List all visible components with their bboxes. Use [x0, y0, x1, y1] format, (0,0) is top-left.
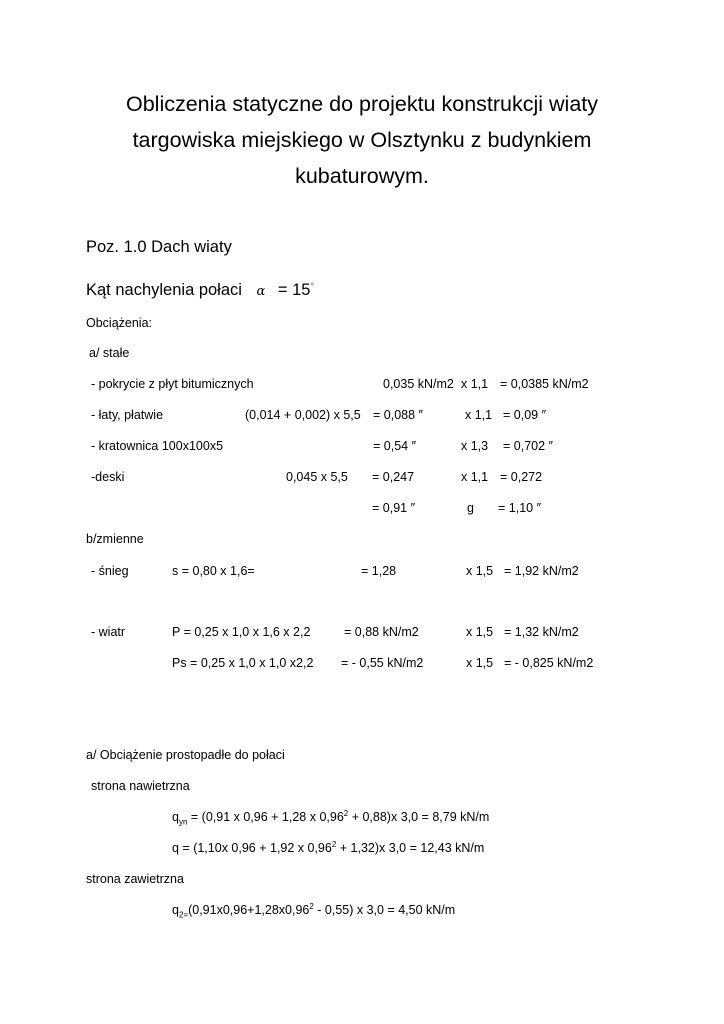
- row-calc: Ps = 0,25 x 1,0 x 1,0 x2,2: [172, 656, 314, 670]
- row-value: = - 0,55 kN/m2: [341, 656, 424, 670]
- row-result: = 0,0385 kN/m2: [500, 377, 589, 391]
- row-result: = 1,92 kN/m2: [504, 564, 579, 578]
- row-result: = 0,702 ″: [503, 439, 553, 453]
- section-heading: Poz. 1.0 Dach wiaty: [86, 238, 232, 256]
- sum-value: = 0,91 ″: [372, 501, 415, 515]
- row-result: = 0,272: [500, 470, 543, 484]
- angle-value: = 15: [277, 281, 311, 299]
- formula-part: = (0,91 x 0,96 + 1,28 x 0,96: [187, 810, 344, 824]
- q-symbol: q: [172, 810, 179, 824]
- formula-part: - 0,55) x 3,0 = 4,50 kN/m: [313, 903, 456, 917]
- row-value: = 0,247: [372, 470, 415, 484]
- row-result: = - 0,825 kN/m2: [504, 656, 594, 670]
- row-name: - śnieg: [91, 564, 129, 578]
- q-subscript: 2=: [178, 910, 189, 920]
- row-factor: x 1,1: [461, 377, 489, 391]
- document-title: [60, 86, 664, 194]
- perpendicular-heading: a/ Obciążenie prostopadłe do połaci: [86, 748, 285, 762]
- formula-q2: [172, 901, 456, 920]
- formula-part: q = (1,10x 0,96 + 1,92 x 0,96: [172, 841, 332, 855]
- row-calc: P = 0,25 x 1,0 x 1,6 x 2,2: [172, 625, 311, 639]
- title-line-1: Obliczenia statyczne do projektu konstrukcji wiaty: [125, 92, 598, 116]
- row-factor: x 1,5: [466, 625, 494, 639]
- exponent: 2: [331, 839, 337, 849]
- row-calc: 0,045 x 5,5: [286, 470, 348, 484]
- row-name: -deski: [91, 470, 125, 484]
- exponent: 2: [309, 901, 314, 911]
- exponent: 2: [343, 808, 349, 818]
- row-value: = 0,54 ″: [373, 439, 416, 453]
- windward-label: strona nawietrzna: [91, 779, 190, 793]
- row-name: - łaty, płatwie: [91, 408, 164, 422]
- row-factor: x 1,5: [466, 564, 494, 578]
- row-factor: x 1,1: [461, 470, 489, 484]
- row-value: 0,035 kN/m2: [383, 377, 454, 391]
- row-factor: x 1,1: [465, 408, 493, 422]
- row-factor: x 1,5: [466, 656, 494, 670]
- formula-qyn: [172, 808, 490, 827]
- row-value: = 0,088 ″: [373, 408, 423, 422]
- formula-part: + 0,88)x 3,0 = 8,79 kN/m: [348, 810, 490, 824]
- degree-symbol: °: [310, 281, 315, 291]
- row-name: - pokrycie z płyt bitumicznych: [91, 377, 254, 391]
- row-value: = 0,88 kN/m2: [344, 625, 419, 639]
- variable-heading: b/zmienne: [86, 532, 144, 546]
- q-subscript: yn: [178, 817, 188, 827]
- loads-heading: Obciążenia:: [86, 316, 153, 330]
- leeward-label: strona zawietrzna: [86, 872, 184, 886]
- sum-symbol: g: [467, 501, 474, 515]
- row-calc: (0,014 + 0,002) x 5,5: [245, 408, 361, 422]
- row-result: = 1,32 kN/m2: [504, 625, 579, 639]
- row-name: - kratownica 100x100x5: [91, 439, 224, 453]
- formula-part: (0,91x0,96+1,28x0,96: [188, 903, 310, 917]
- title-line-3: kubaturowym.: [295, 164, 429, 188]
- formula-part: + 1,32)x 3,0 = 12,43 kN/m: [336, 841, 485, 855]
- title-line-2: targowiska miejskiego w Olsztynku z budynkiem: [132, 128, 592, 152]
- permanent-heading: a/ stałe: [89, 346, 130, 360]
- row-name: - wiatr: [91, 625, 126, 639]
- row-calc: s = 0,80 x 1,6=: [172, 564, 255, 578]
- sum-result: = 1,10 ″: [498, 501, 541, 515]
- angle-label: Kąt nachylenia połaci: [86, 281, 242, 299]
- row-factor: x 1,3: [461, 439, 489, 453]
- alpha-symbol: α: [256, 284, 266, 299]
- q-symbol: q: [172, 903, 179, 917]
- formula-q: [172, 841, 484, 855]
- row-value: = 1,28: [361, 564, 397, 578]
- row-result: = 0,09 ″: [503, 408, 546, 422]
- roof-angle-line: [86, 281, 314, 300]
